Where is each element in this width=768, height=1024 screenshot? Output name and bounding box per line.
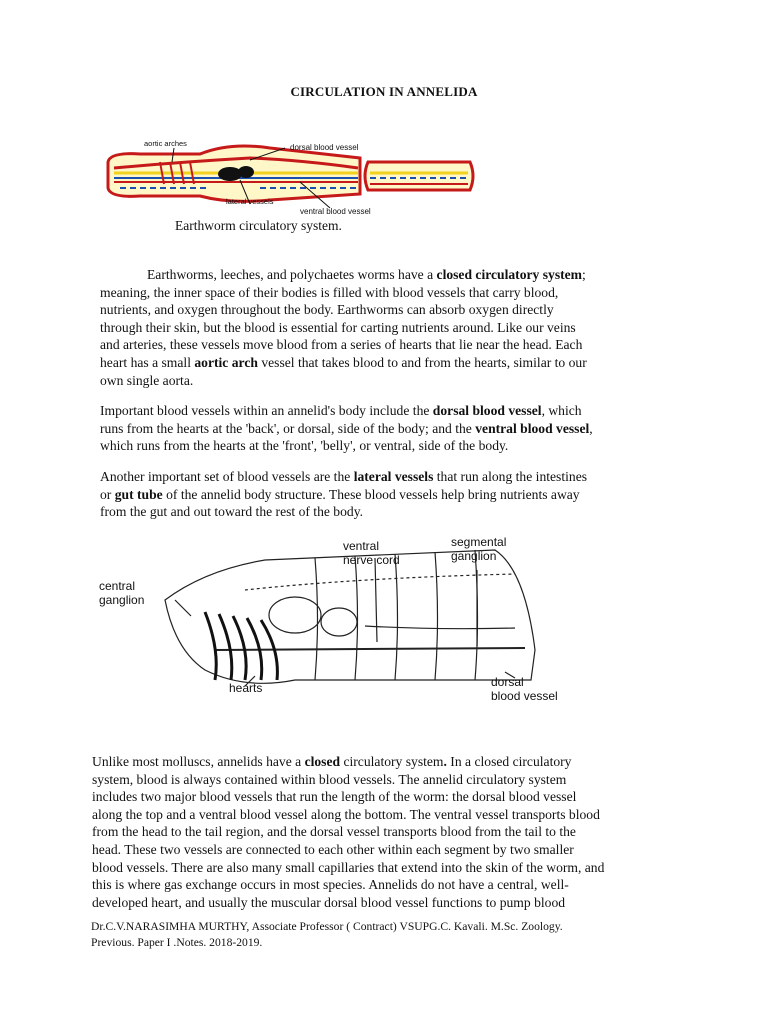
paragraph-2-line-3: which runs from the hearts at the 'front', 'belly', or ventral, side of the body. <box>100 438 509 454</box>
paragraph-4-line-7: blood vessels. There are also many small capillaries that extend into the skin of the worm, and <box>92 859 605 875</box>
label-aortic-arches: aortic arches <box>144 139 187 148</box>
label-dorsal-blood-vessel: dorsal blood vessel <box>290 143 359 152</box>
label-central-ganglion: ganglion <box>99 593 145 607</box>
paragraph-4 <box>92 753 678 911</box>
paragraph-1-line-6: heart has a small aortic arch vessel that takes blood to and from the hearts, similar to our <box>100 354 587 370</box>
paragraph-1-line-3: nutrients, and oxygen throughout the body. Earthworms can absorb oxygen directly <box>100 302 554 318</box>
paragraph-3 <box>100 468 660 521</box>
paragraph-1-line-5: and arteries, these vessels move blood from a series of hearts that lie near the head. Each <box>100 337 583 353</box>
paragraph-4-line-6: head. These two vessels are connected to each other within each segment by two smaller <box>92 841 574 857</box>
label-hearts: hearts <box>229 681 263 695</box>
annelid-anatomy-figure <box>95 530 595 730</box>
page-title: CIRCULATION IN ANNELIDA <box>290 84 478 99</box>
label-dorsal: dorsal <box>491 675 524 689</box>
figure1-caption: Earthworm circulatory system. <box>175 218 342 233</box>
paragraph-4-line-3: includes two major blood vessels that run the length of the worm: the dorsal blood vessel <box>92 789 577 805</box>
paragraph-4-line-2: system, blood is always contained within blood vessels. The annelid circulatory system <box>92 771 567 787</box>
paragraph-4-line-9: developed heart, and usually the muscular dorsal blood vessel functions to pump blood <box>92 894 566 910</box>
paragraph-1-line-2: meaning, the inner space of their bodies is filled with blood vessels that carry blood, <box>100 284 559 300</box>
label-segmental: segmental <box>451 535 507 549</box>
paragraph-1-line-4: through their skin, but the blood is essential for carting nutrients around. Like our veins <box>100 319 576 335</box>
paragraph-2 <box>100 402 660 455</box>
label-ganglion: ganglion <box>451 549 497 563</box>
earthworm-circulatory-figure <box>100 132 480 220</box>
paragraph-2-line-1: Important blood vessels within an annelid's body include the dorsal blood vessel, which <box>100 403 582 418</box>
paragraph-4-line-4: along the top and a ventral blood vessel along the bottom. The ventral vessel transports blood <box>92 806 600 822</box>
label-ventral-blood-vessel: ventral blood vessel <box>300 207 371 216</box>
label-ventral: ventral <box>343 539 380 553</box>
footer-line-2: Previous. Paper I .Notes. 2018-2019. <box>91 935 263 949</box>
footer <box>91 919 651 950</box>
paragraph-2-line-2: runs from the hearts at the 'back', or dorsal, side of the body; and the ventral blood vessel, <box>100 420 593 436</box>
label-lateral-vessels: lateral vessels <box>226 197 274 206</box>
paragraph-3-line-1: Another important set of blood vessels are the lateral vessels that run along the intestines <box>100 469 588 484</box>
paragraph-1-line-7: own single aorta. <box>100 372 194 388</box>
paragraph-3-line-2: or gut tube of the annelid body structure. These blood vessels help bring nutrients away <box>100 486 580 502</box>
paragraph-1-line-1: Earthworms, leeches, and polychaetes worms have a closed circulatory system; <box>147 267 586 282</box>
paragraph-1 <box>100 266 660 389</box>
paragraph-4-line-1: Unlike most molluscs, annelids have a closed circulatory system. In a closed circulatory <box>92 754 572 769</box>
footer-line-1: Dr.C.V.NARASIMHA MURTHY, Associate Professor ( Contract) VSUPG.C. Kavali. M.Sc. Zoology. <box>91 920 563 933</box>
paragraph-4-line-5: from the head to the tail region, and the dorsal vessel transports blood from the tail to the <box>92 824 576 840</box>
label-nerve-cord: nerve cord <box>343 553 400 567</box>
label-blood-vessel: blood vessel <box>491 689 558 703</box>
paragraph-4-line-8: this is where gas exchange occurs in most species. Annelids do not have a central, well- <box>92 877 569 893</box>
paragraph-3-line-3: from the gut and out toward the rest of the body. <box>100 504 364 520</box>
label-central: central <box>99 579 136 593</box>
